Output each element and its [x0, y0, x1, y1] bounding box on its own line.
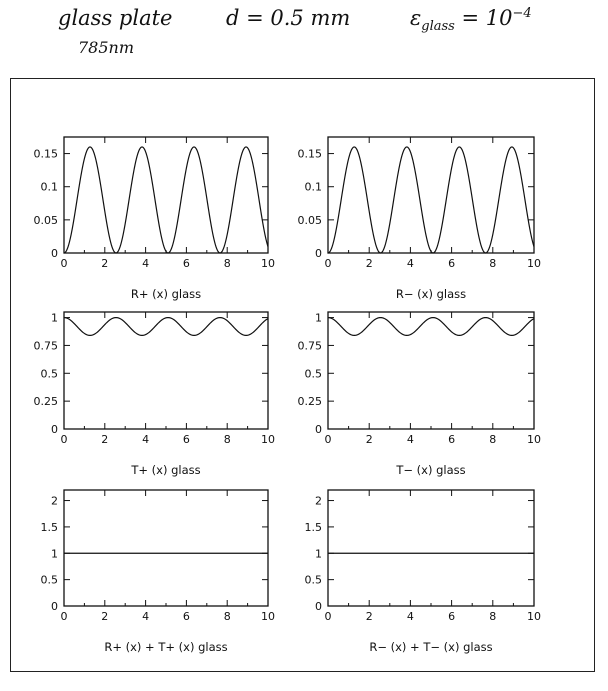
plot-6-title: R− (x) + T− (x) glass — [369, 640, 493, 654]
plot-2-xtick-label: 6 — [448, 257, 456, 270]
epsilon-exponent: −4 — [512, 6, 532, 21]
epsilon-subscript: glass — [421, 19, 455, 35]
plot-1-title: R+ (x) glass — [130, 287, 202, 301]
plot-6-xtick-label: 8 — [489, 610, 497, 623]
plot-4-series-line — [328, 318, 534, 336]
plot-2-xtick-label: 4 — [406, 257, 414, 270]
plot-5-ytick-label: 2 — [51, 494, 58, 508]
plot-1-xtick-label: 10 — [261, 257, 275, 270]
plot-4-xtick-label: 10 — [527, 433, 541, 446]
plot-3-ytick-label: 0.75 — [33, 339, 58, 353]
plot-3-title: T+ (x) glass — [131, 463, 201, 477]
plot-2-ytick-label: 0.05 — [297, 213, 322, 227]
plot-1-ytick-label: 0.05 — [33, 213, 58, 227]
plot-4-ytick-label: 0.75 — [297, 339, 322, 353]
plot-1-xtick-label: 2 — [101, 257, 109, 270]
plot-2-xtick-label: 2 — [365, 257, 373, 270]
header-thickness: d = 0.5 mm — [226, 6, 351, 30]
plot-3-ytick-label: 0.5 — [40, 367, 58, 381]
plot-3-xtick-label: 10 — [261, 433, 275, 446]
plot-1-xtick-label: 4 — [142, 257, 150, 270]
plot-4-title: T− (x) glass — [396, 463, 466, 477]
plot-3-axes-box — [64, 312, 268, 429]
plot-1-xtick-label: 0 — [60, 257, 68, 270]
plot-6-ytick-label: 2 — [315, 494, 322, 508]
plot-6-xtick-label: 6 — [448, 610, 456, 623]
plot-1-xtick-label: 6 — [182, 257, 190, 270]
plot-6-xtick-label: 2 — [365, 610, 373, 623]
plot-3-xtick-label: 4 — [142, 433, 150, 446]
header-wavelength: 785nm — [78, 38, 135, 57]
plot-4-xtick-label: 2 — [365, 433, 373, 446]
plot-2-ytick-label: 0.1 — [304, 180, 322, 194]
plot-5-axes-box — [64, 490, 268, 606]
plot-2-ytick-label: 0 — [315, 247, 322, 260]
plot-3-ytick-label: 0 — [51, 423, 58, 436]
plot-5-xtick-label: 6 — [182, 610, 190, 623]
plot-4-xtick-label: 4 — [406, 433, 414, 446]
plot-6-xtick-label: 4 — [406, 610, 414, 623]
plot-1-ytick-label: 0 — [51, 247, 58, 260]
plot-2-xtick-label: 0 — [324, 257, 332, 270]
plot-5-ytick-label: 0 — [51, 600, 58, 613]
header-title: glass plate — [58, 6, 173, 30]
plot-1-xtick-label: 8 — [223, 257, 231, 270]
plot-5-ytick-label: 1.5 — [40, 520, 58, 534]
plot-4-xtick-label: 0 — [324, 433, 332, 446]
plot-4-xtick-label: 8 — [489, 433, 497, 446]
plot-5-xtick-label: 4 — [142, 610, 150, 623]
plot-3-ytick-label: 1 — [51, 311, 58, 325]
plot-3-ytick-label: 0.25 — [33, 395, 58, 409]
plot-4-ytick-label: 0.5 — [304, 367, 322, 381]
plot-5-ytick-label: 1 — [51, 547, 58, 561]
plot-3-xtick-label: 2 — [101, 433, 109, 446]
plot-1-ytick-label: 0.15 — [33, 147, 58, 161]
plot-3-xtick-label: 0 — [60, 433, 68, 446]
plot-5-xtick-label: 2 — [101, 610, 109, 623]
plot-3-xtick-label: 8 — [223, 433, 231, 446]
plot-2-xtick-label: 8 — [489, 257, 497, 270]
epsilon-symbol: ε — [410, 6, 422, 30]
plot-6-ytick-label: 1 — [315, 547, 322, 561]
plot-4-xtick-label: 6 — [448, 433, 456, 446]
plot-5-xtick-label: 8 — [223, 610, 231, 623]
plot-6-xtick-label: 0 — [324, 610, 332, 623]
epsilon-equals: = 10 — [454, 6, 513, 30]
plot-2-title: R− (x) glass — [395, 287, 467, 301]
plot-6-ytick-label: 0 — [315, 600, 322, 613]
plot-2-xtick-label: 10 — [527, 257, 541, 270]
plot-4-ytick-label: 1 — [315, 311, 322, 325]
plot-1-ytick-label: 0.1 — [40, 180, 58, 194]
plot-4-ytick-label: 0.25 — [297, 395, 322, 409]
plot-4-ytick-label: 0 — [315, 423, 322, 436]
plot-5-ytick-label: 0.5 — [40, 573, 58, 587]
plot-1-series-line — [64, 147, 268, 253]
plot-5-xtick-label: 10 — [261, 610, 275, 623]
plot-3-xtick-label: 6 — [182, 433, 190, 446]
plot-6-xtick-label: 10 — [527, 610, 541, 623]
plot-6-ytick-label: 1.5 — [304, 520, 322, 534]
plot-5-title: R+ (x) + T+ (x) glass — [104, 640, 228, 654]
plot-2-ytick-label: 0.15 — [297, 147, 322, 161]
plot-3-series-line — [64, 318, 268, 336]
plot-2-series-line — [328, 147, 534, 253]
plot-4-axes-box — [328, 312, 534, 429]
plot-6-ytick-label: 0.5 — [304, 573, 322, 587]
plot-5-xtick-label: 0 — [60, 610, 68, 623]
plot-6-axes-box — [328, 490, 534, 606]
